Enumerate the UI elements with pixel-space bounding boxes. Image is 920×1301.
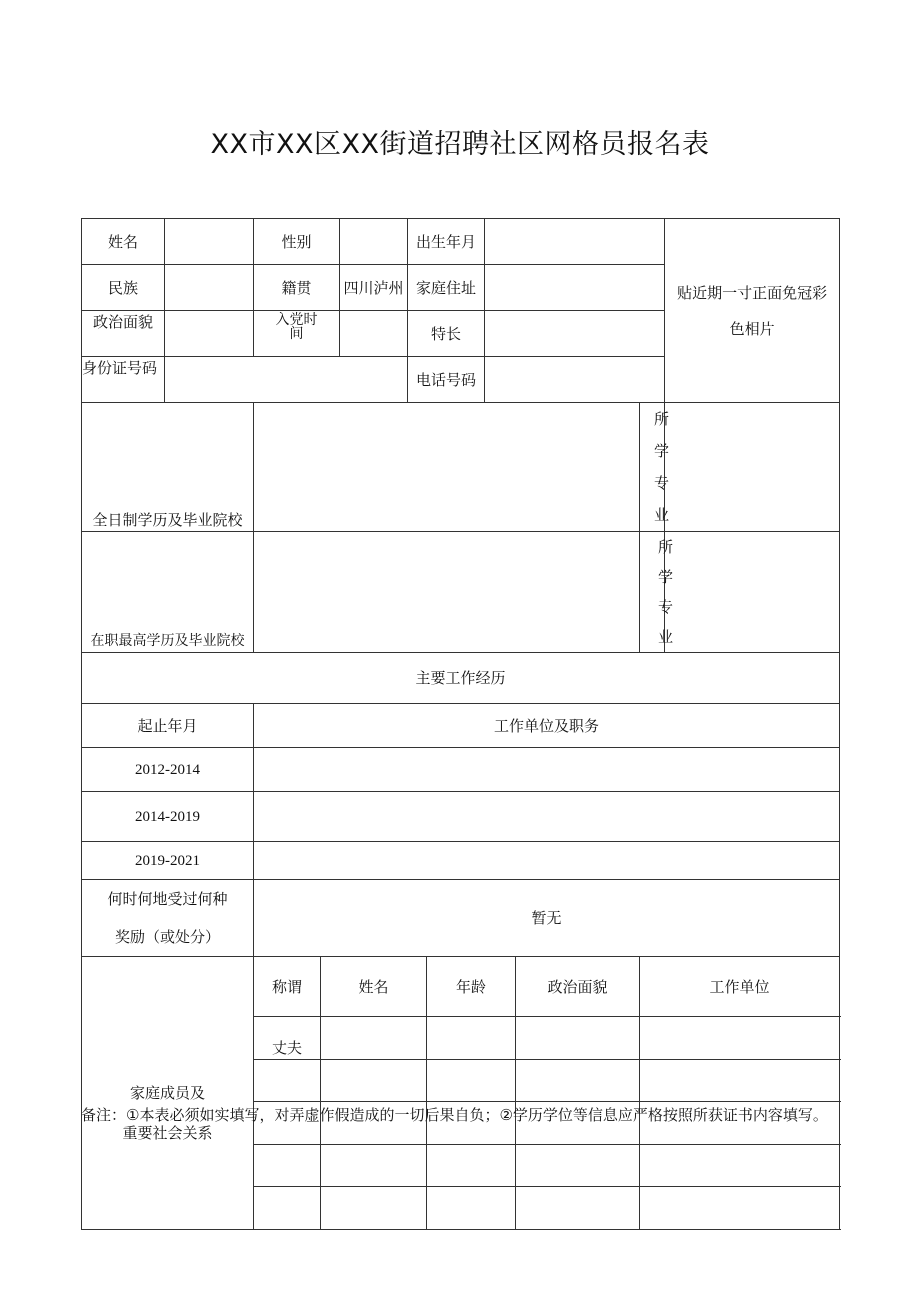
page-title: XX市XX区XX街道招聘社区网格员报名表 bbox=[210, 129, 710, 160]
phone-label: 电话号码 bbox=[408, 357, 485, 403]
party-time-field[interactable] bbox=[340, 311, 408, 357]
work-unit-header: 工作单位及职务 bbox=[254, 704, 840, 748]
ethnicity-label: 民族 bbox=[82, 265, 165, 311]
family-label-line1: 家庭成员及 bbox=[129, 1084, 205, 1102]
family-unit-field[interactable] bbox=[640, 1017, 840, 1060]
id-field[interactable] bbox=[165, 357, 408, 403]
gender-label: 性别 bbox=[254, 219, 340, 265]
family-political-field[interactable] bbox=[516, 1145, 640, 1187]
family-header-unit: 工作单位 bbox=[640, 957, 840, 1017]
id-label: 身份证号码 bbox=[82, 357, 165, 403]
family-label bbox=[82, 957, 254, 1230]
onjob-major-label: 所学专业 bbox=[640, 532, 665, 653]
political-field[interactable] bbox=[165, 311, 254, 357]
specialty-label: 特长 bbox=[408, 311, 485, 357]
work-period-header: 起止年月 bbox=[82, 704, 254, 748]
work-period: 2014-2019 bbox=[82, 792, 254, 842]
birth-label: 出生年月 bbox=[408, 219, 485, 265]
work-period: 2019-2021 bbox=[82, 842, 254, 880]
family-political-field[interactable] bbox=[516, 1060, 640, 1102]
ethnicity-field[interactable] bbox=[165, 265, 254, 311]
name-label: 姓名 bbox=[82, 219, 165, 265]
fulltime-edu-label: 全日制学历及毕业院校 bbox=[82, 403, 254, 532]
family-relation[interactable] bbox=[254, 1145, 321, 1187]
family-label-line2: 重要社会关系 bbox=[122, 1124, 213, 1142]
family-header-political: 政治面貌 bbox=[516, 957, 640, 1017]
party-time-label: 入党时间 bbox=[254, 311, 340, 357]
family-age-field[interactable] bbox=[427, 1060, 516, 1102]
family-age-field[interactable] bbox=[427, 1145, 516, 1187]
address-field[interactable] bbox=[485, 265, 665, 311]
onjob-edu-field[interactable] bbox=[254, 532, 640, 653]
family-name-field[interactable] bbox=[321, 1187, 427, 1230]
work-unit-field[interactable] bbox=[254, 792, 840, 842]
family-unit-field[interactable] bbox=[640, 1145, 840, 1187]
awards-label: 何时何地受过何种奖励（或处分） bbox=[82, 880, 254, 957]
family-name-field[interactable] bbox=[321, 1017, 427, 1060]
registration-form-table bbox=[81, 218, 840, 1230]
phone-field[interactable] bbox=[485, 357, 665, 403]
fulltime-major-label: 所学专业 bbox=[640, 403, 665, 532]
name-field[interactable] bbox=[165, 219, 254, 265]
work-row bbox=[82, 842, 840, 880]
work-unit-field[interactable] bbox=[254, 842, 840, 880]
family-relation[interactable] bbox=[254, 1060, 321, 1102]
family-relation[interactable]: 丈夫 bbox=[254, 1017, 321, 1060]
family-political-field[interactable] bbox=[516, 1017, 640, 1060]
fulltime-major-field[interactable] bbox=[665, 403, 840, 532]
specialty-field[interactable] bbox=[485, 311, 665, 357]
political-label: 政治面貌 bbox=[82, 311, 165, 357]
native-value[interactable]: 四川泸州 bbox=[340, 265, 408, 311]
awards-value[interactable]: 暂无 bbox=[254, 880, 840, 957]
family-political-field[interactable] bbox=[516, 1187, 640, 1230]
fulltime-edu-field[interactable] bbox=[254, 403, 640, 532]
family-header-name: 姓名 bbox=[321, 957, 427, 1017]
family-unit-field[interactable] bbox=[640, 1060, 840, 1102]
family-relation[interactable] bbox=[254, 1187, 321, 1230]
family-age-field[interactable] bbox=[427, 1017, 516, 1060]
family-header-title: 称谓 bbox=[254, 957, 321, 1017]
birth-field[interactable] bbox=[485, 219, 665, 265]
work-unit-field[interactable] bbox=[254, 748, 840, 792]
address-label: 家庭住址 bbox=[408, 265, 485, 311]
family-unit-field[interactable] bbox=[640, 1187, 840, 1230]
work-period: 2012-2014 bbox=[82, 748, 254, 792]
work-row bbox=[82, 748, 840, 792]
family-header-age: 年龄 bbox=[427, 957, 516, 1017]
family-age-field[interactable] bbox=[427, 1187, 516, 1230]
work-section-title: 主要工作经历 bbox=[82, 653, 840, 704]
photo-placeholder: 贴近期一寸正面免冠彩色相片 bbox=[665, 219, 840, 403]
gender-field[interactable] bbox=[340, 219, 408, 265]
family-name-field[interactable] bbox=[321, 1145, 427, 1187]
native-label: 籍贯 bbox=[254, 265, 340, 311]
footnote: 备注：①本表必须如实填写，对弄虚作假造成的一切后果自负；②学历学位等信息应严格按照所获证书内容填写。 bbox=[81, 1106, 828, 1124]
family-name-field[interactable] bbox=[321, 1060, 427, 1102]
onjob-major-field[interactable] bbox=[665, 532, 840, 653]
onjob-edu-label: 在职最高学历及毕业院校 bbox=[82, 532, 254, 653]
work-row bbox=[82, 792, 840, 842]
